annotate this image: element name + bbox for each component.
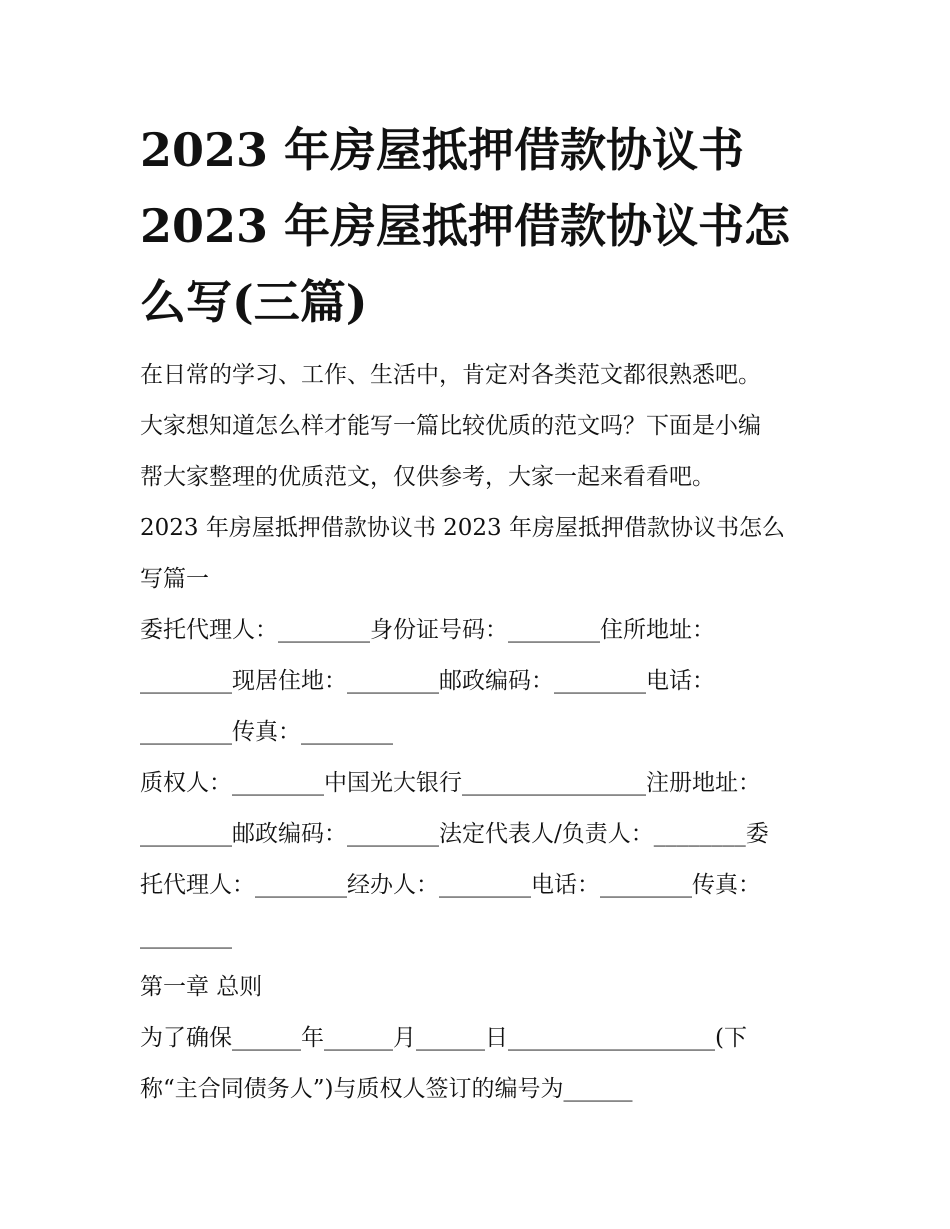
text-line: 大家想知道怎么样才能写一篇比较优质的范文吗？下面是小编 xyxy=(140,413,761,439)
title-line: 2023 年房屋抵押借款协议书 xyxy=(140,123,745,177)
document-page xyxy=(140,112,820,1115)
intro-paragraph xyxy=(140,350,820,503)
text-line: ________传真：________ xyxy=(140,719,393,745)
text-line: 称“主合同债务人”)与质权人签订的编号为______ xyxy=(140,1076,633,1102)
agent-info-paragraph xyxy=(140,605,820,758)
text-line: 在日常的学习、工作、生活中，肯定对各类范文都很熟悉吧。 xyxy=(140,362,761,388)
text-line: 为了确保______年______月______日__________________(下 xyxy=(140,1025,747,1051)
text-line: 写篇一 xyxy=(140,566,209,592)
text-line: 托代理人：________经办人：________电话：________传真： xyxy=(140,872,761,898)
text-line: 委托代理人：________身份证号码：________住所地址： xyxy=(140,617,715,643)
text-line: 质权人：________中国光大银行________________注册地址： xyxy=(140,770,761,796)
text-line: 2023 年房屋抵押借款协议书 2023 年房屋抵押借款协议书怎么 xyxy=(140,515,785,541)
text-line: ________ xyxy=(140,923,232,949)
chapter-paragraph xyxy=(140,1013,820,1115)
text-line: 帮大家整理的优质范文，仅供参考，大家一起来看看吧。 xyxy=(140,464,715,490)
chapter-heading: 第一章 总则 xyxy=(140,974,263,1000)
section-subtitle xyxy=(140,503,820,605)
title-line: 么写(三篇) xyxy=(140,275,368,329)
text-line: ________现居住地：________邮政编码：________电话： xyxy=(140,668,715,694)
title-line: 2023 年房屋抵押借款协议书怎 xyxy=(140,199,791,253)
pledgee-info-paragraph xyxy=(140,758,820,962)
text-line: ________邮政编码：________法定代表人/负责人：________委 xyxy=(140,821,769,847)
document-title xyxy=(140,112,820,340)
